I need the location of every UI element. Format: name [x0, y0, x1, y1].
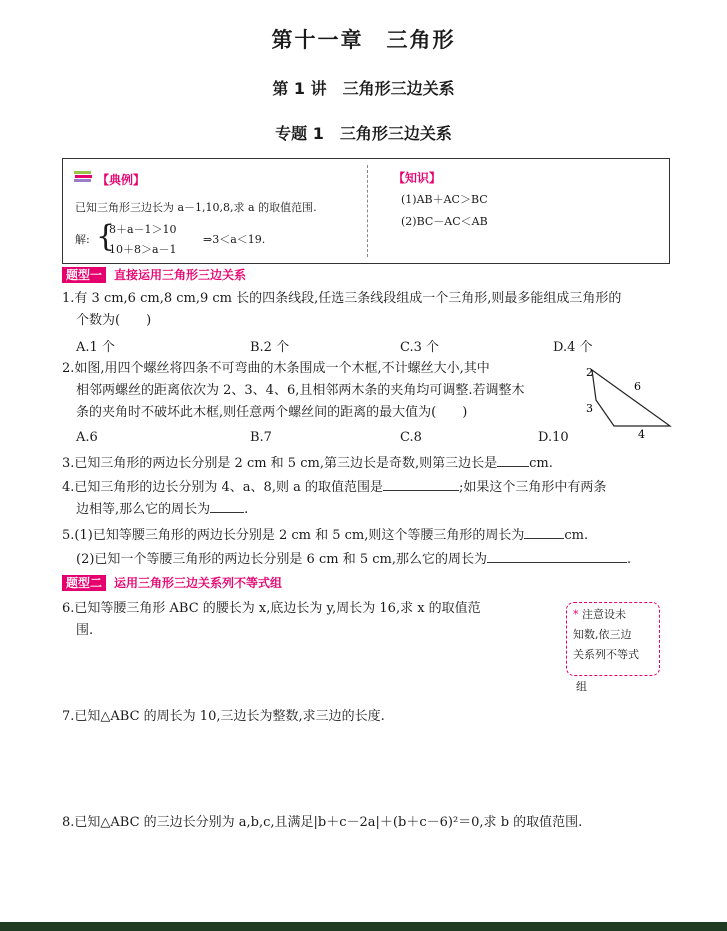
hint-note — [566, 602, 660, 676]
knowledge-panel — [379, 159, 659, 263]
q4-line2-end: . — [244, 502, 249, 517]
book-icon — [73, 169, 93, 189]
q3 — [62, 452, 553, 475]
q5-blank-2 — [487, 548, 627, 563]
q5-blank-1 — [524, 524, 564, 539]
section-2-tag: 题型二 — [62, 575, 106, 591]
note-line1: 注意设未 — [582, 608, 626, 621]
example-text: 已知三角形三边长为 a－1,10,8,求 a 的取值范围. — [75, 201, 317, 214]
bottom-bar — [0, 922, 727, 931]
q5-part2-text: (2)已知一个等腰三角形的两边长分别是 6 cm 和 5 cm,那么它的周长为 — [76, 552, 487, 567]
q2-option-d: D.10 — [538, 430, 569, 445]
section-1-title: 直接运用三角形三边关系 — [114, 268, 247, 282]
q4-blank-1 — [383, 476, 459, 491]
solution-line1: 8＋a－1＞10 — [109, 223, 177, 236]
solution-label: 解: — [75, 233, 90, 246]
note-star: * — [573, 608, 579, 621]
topic-title: 专题 1 三角形三边关系 — [275, 124, 452, 143]
example-box — [62, 158, 670, 264]
figure-label-2: 2 — [586, 366, 593, 379]
quadrilateral-figure — [578, 360, 678, 440]
solution-result: ⇒3＜a＜19. — [203, 233, 266, 246]
q7: 7.已知△ABC 的周长为 10,三边长为整数,求三边的长度. — [62, 709, 385, 724]
note-line4: 组 — [576, 680, 587, 693]
q4-line2-text: 边相等,那么它的周长为 — [76, 502, 211, 517]
figure-label-6: 6 — [634, 380, 641, 393]
q2-option-b: B.7 — [250, 430, 272, 445]
q2-option-a: A.6 — [76, 430, 98, 445]
q5-line1 — [62, 524, 588, 547]
q5-line2 — [76, 548, 631, 571]
box-divider — [367, 165, 368, 257]
section-1-tag: 题型一 — [62, 267, 106, 283]
figure-label-4: 4 — [638, 428, 645, 440]
note-line2: 知数,依三边 — [573, 628, 632, 641]
solution-line2: 10＋8＞a－1 — [109, 243, 177, 256]
q1-line2: 个数为( ) — [76, 313, 152, 328]
q2-line2: 相邻两螺丝的距离依次为 2、3、4、6,且相邻两木条的夹角均可调整.若调整木 — [76, 383, 525, 398]
lecture-title: 第 1 讲 三角形三边关系 — [272, 79, 455, 98]
q3-unit: cm. — [529, 456, 553, 471]
section-1-header — [62, 264, 246, 283]
q4-text-b: ;如果这个三角形中有两条 — [458, 480, 607, 495]
q1-line1: 1.有 3 cm,6 cm,8 cm,9 cm 长的四条线段,任选三条线段组成一个三角形,则最多能组成三角形的 — [62, 291, 622, 306]
quadrilateral-shape — [592, 370, 670, 426]
q6-line2: 围. — [76, 623, 94, 638]
q4-text-a: 4.已知三角形的边长分别为 4、a、8,则 a 的取值范围是 — [62, 480, 383, 495]
example-label: 【典例】 — [97, 173, 146, 187]
q3-blank — [497, 452, 529, 467]
q1-option-d: D.4 个 — [553, 340, 593, 355]
example-panel — [63, 159, 367, 263]
q6-line1: 6.已知等腰三角形 ABC 的腰长为 x,底边长为 y,周长为 16,求 x 的取值范 — [62, 601, 481, 616]
q5-part1-text: 5.(1)已知等腰三角形的两边长分别是 2 cm 和 5 cm,则这个等腰三角形的周长为 — [62, 528, 525, 543]
q1-option-c: C.3 个 — [400, 340, 440, 355]
section-2-title: 运用三角形三边关系列不等式组 — [114, 576, 283, 590]
q1-option-a: A.1 个 — [76, 340, 115, 355]
q2-option-c: C.8 — [400, 430, 422, 445]
q5-part1-unit: cm. — [564, 528, 589, 543]
brace-icon: { — [96, 219, 116, 254]
section-2-header — [62, 572, 282, 591]
q2-line1: 2.如图,用四个螺丝将四条不可弯曲的木条围成一个木框,不计螺丝大小,其中 — [62, 361, 490, 376]
figure-label-3: 3 — [586, 402, 593, 415]
note-line3: 关系列不等式 — [573, 648, 639, 661]
q4-blank-2 — [210, 498, 244, 513]
q4-line2 — [76, 498, 248, 521]
chapter-title: 第十一章 三角形 — [271, 28, 456, 52]
knowledge-item-2: (2)BC－AC＜AB — [401, 215, 488, 228]
knowledge-label: 【知识】 — [393, 171, 442, 185]
q4-line1 — [62, 476, 606, 499]
q3-text: 3.已知三角形的两边长分别是 2 cm 和 5 cm,第三边长是奇数,则第三边长是 — [62, 456, 498, 471]
q2-line3: 条的夹角时不破坏此木框,则任意两个螺丝间的距离的最大值为( ) — [76, 405, 468, 420]
q8: 8.已知△ABC 的三边长分别为 a,b,c,且满足|b＋c－2a|＋(b＋c－6)²＝0,求 b 的取值范围. — [62, 815, 583, 830]
q1-option-b: B.2 个 — [250, 340, 290, 355]
q5-part2-end: . — [626, 552, 632, 567]
knowledge-item-1: (1)AB＋AC＞BC — [401, 193, 488, 206]
